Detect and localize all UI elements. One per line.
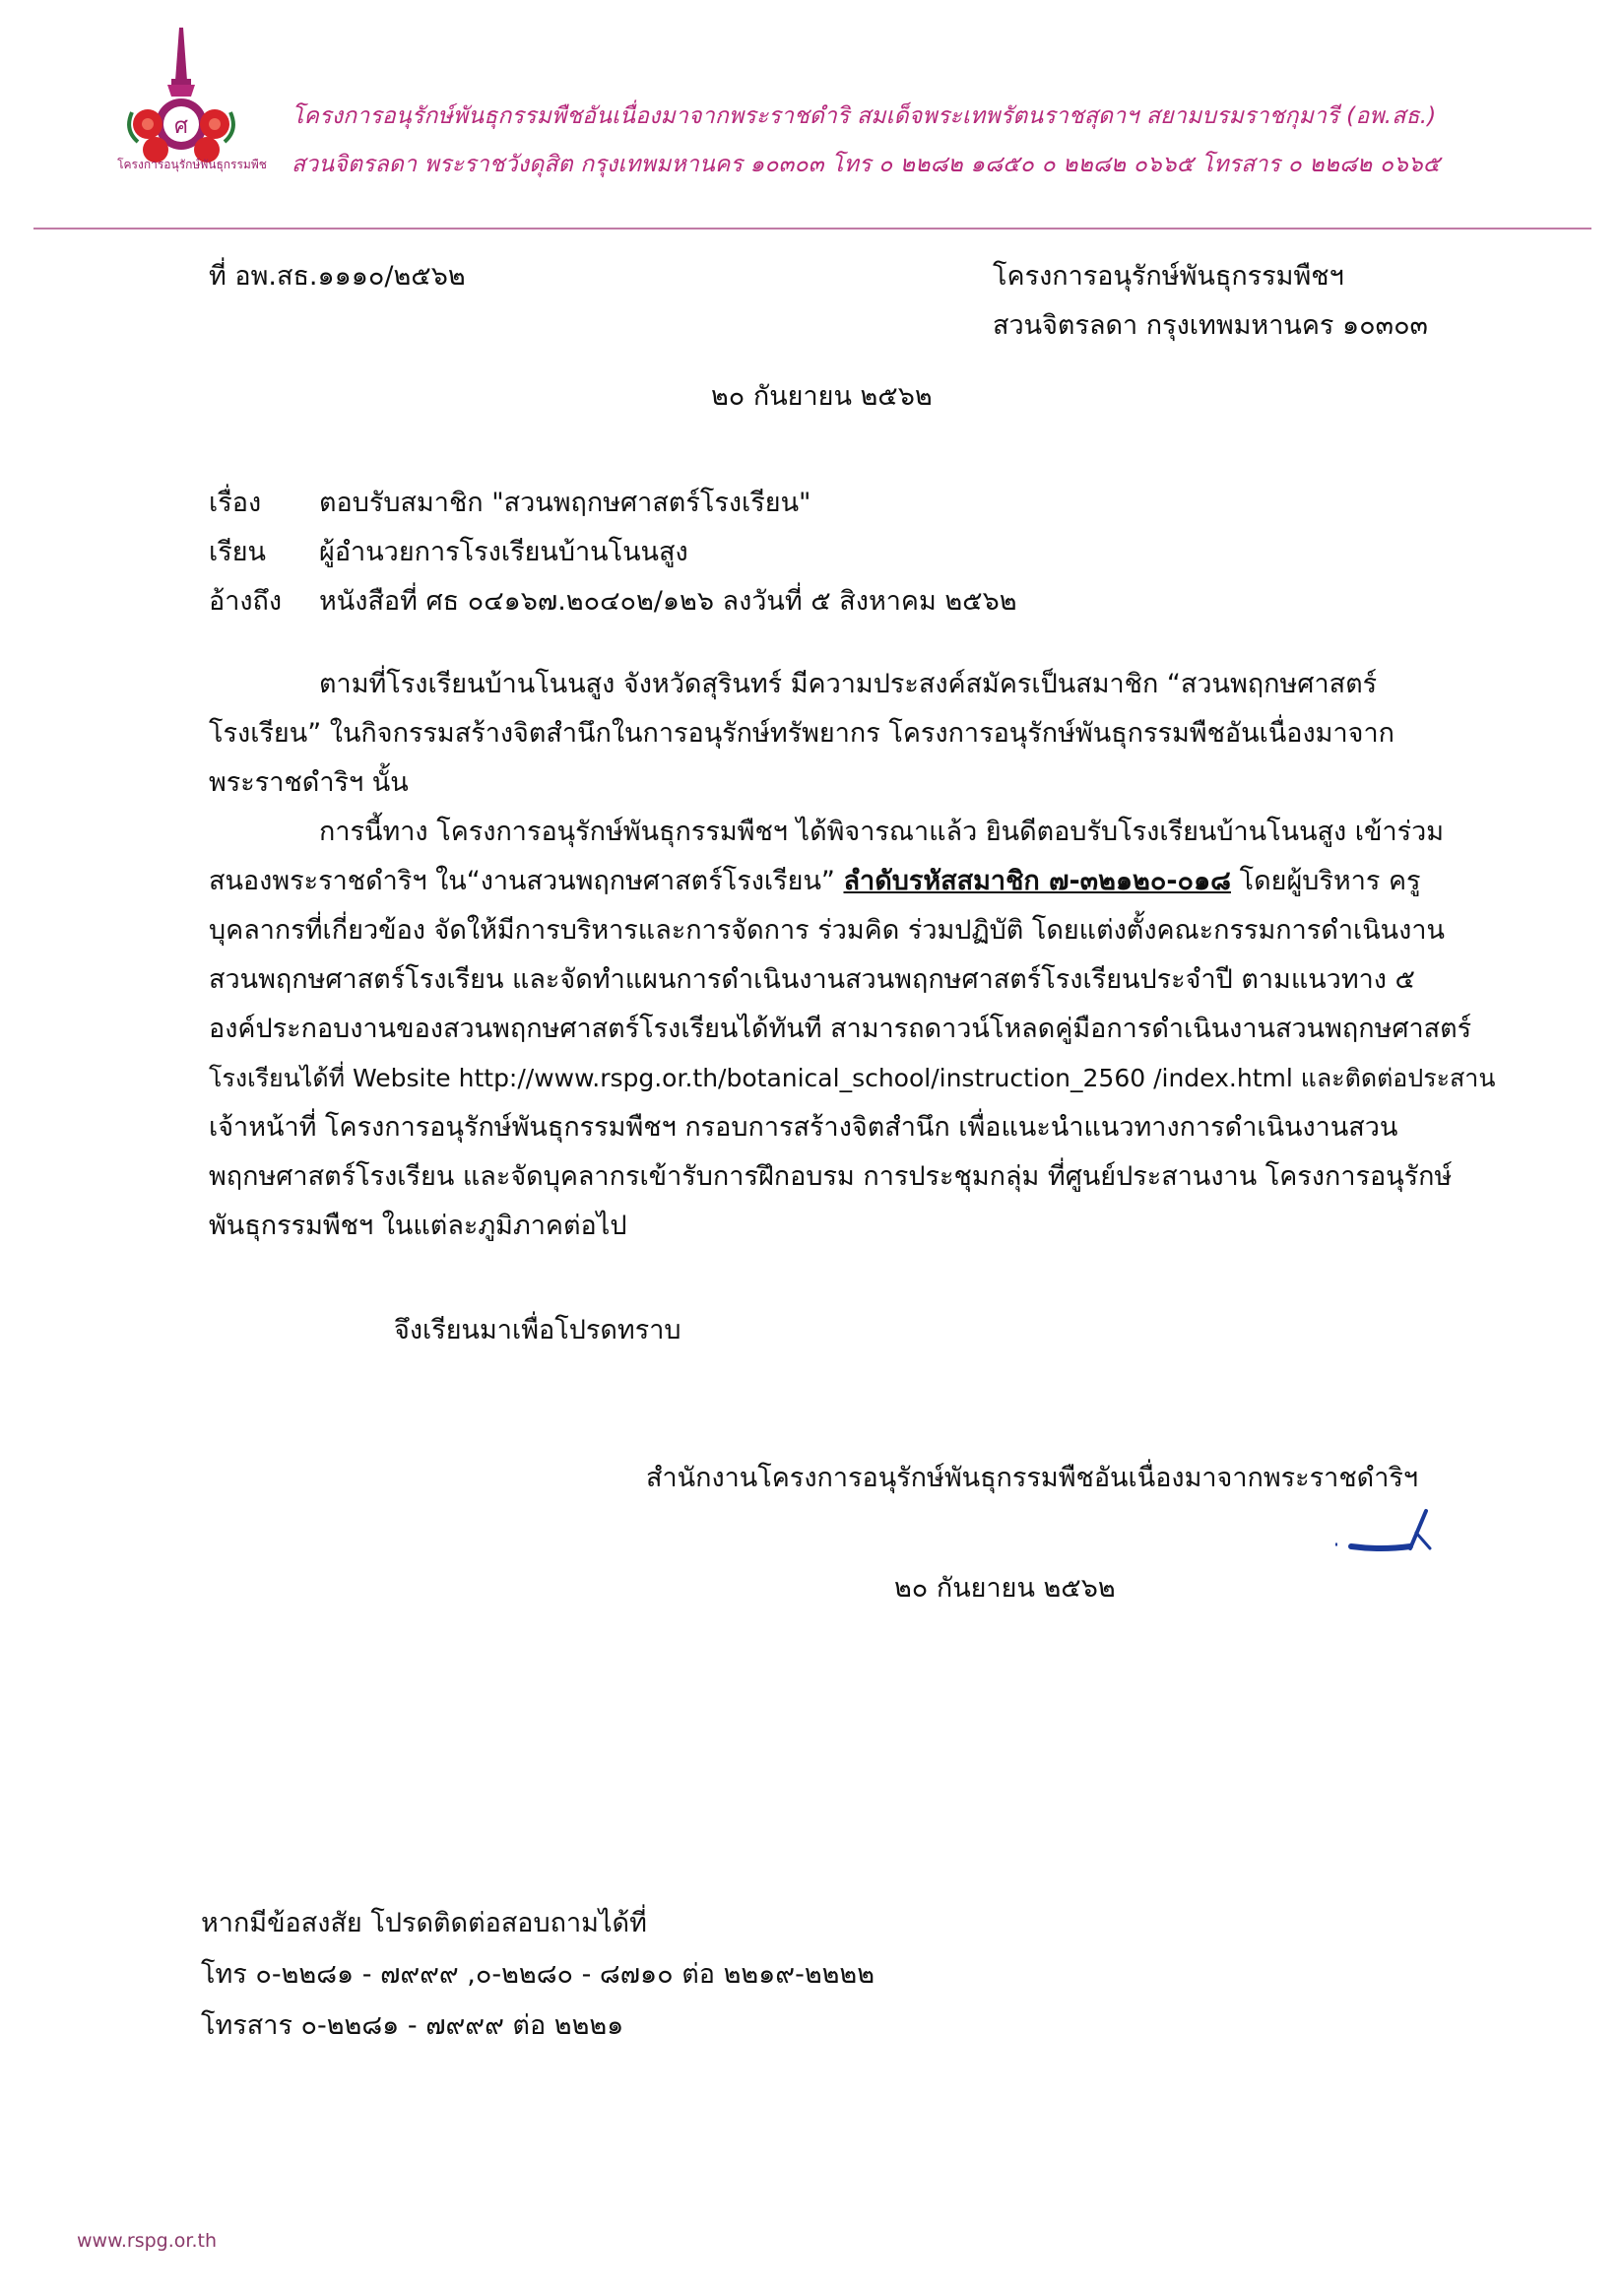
member-code: ลำดับรหัสสมาชิก ๗-๓๒๑๒๐-๐๑๘ [843, 866, 1231, 896]
reference-number: ที่ อพ.สธ.๑๑๑๐/๒๕๖๒ [209, 261, 466, 292]
logo-caption: โครงการอนุรักษ์พันธุกรรมพืช [117, 158, 267, 171]
paragraph-segment: โดยผู้บริหาร ครู [1239, 866, 1421, 896]
contact-phone: โทร ๐-๒๒๘๑ - ๗๙๙๙ ,๐-๒๒๘๐ - ๘๗๑๐ ต่อ ๒๒๑๙-๒๒๒๒ [201, 1959, 875, 1990]
paragraph-line: พระราชดำริฯ นั้น [209, 767, 409, 798]
signatory-office: สำนักงานโครงการอนุรักษ์พันธุกรรมพืชอันเนื่องมาจากพระราชดำริฯ [646, 1463, 1419, 1493]
to-text: ผู้อำนวยการโรงเรียนบ้านโนนสูง [319, 537, 688, 567]
paragraph-line: การนี้ทาง โครงการอนุรักษ์พันธุกรรมพืชฯ ได้พิจารณาแล้ว ยินดีตอบรับโรงเรียนบ้านโนนสูง เข้าร่วม [319, 817, 1445, 847]
reference-text: หนังสือที่ ศธ ๐๔๑๖๗.๒๐๔๐๒/๑๒๖ ลงวันที่ ๕ สิงหาคม ๒๕๖๒ [319, 586, 1017, 617]
contact-intro: หากมีข้อสงสัย โปรดติดต่อสอบถามได้ที่ [201, 1908, 647, 1938]
paragraph-line: ตามที่โรงเรียนบ้านโนนสูง จังหวัดสุรินทร์ มีความประสงค์สมัครเป็นสมาชิก “สวนพฤกษศาสตร์ [319, 669, 1378, 699]
contact-fax: โทรสาร ๐-๒๒๘๑ - ๗๙๙๙ ต่อ ๒๒๒๑ [201, 2010, 624, 2041]
sender-org: โครงการอนุรักษ์พันธุกรรมพืชฯ [993, 261, 1344, 292]
letterhead-divider [33, 228, 1591, 230]
svg-text:ศ: ศ [174, 114, 188, 139]
paragraph-line: โรงเรียน” ในกิจกรรมสร้างจิตสำนึกในการอนุรักษ์ทรัพยากร โครงการอนุรักษ์พันธุกรรมพืชอันเนื่องมาจาก [209, 718, 1394, 749]
reference-label: อ้างถึง [209, 586, 283, 617]
paragraph-line: บุคลากรที่เกี่ยวข้อง จัดให้มีการบริหารและการจัดการ ร่วมคิด ร่วมปฏิบัติ โดยแต่งตั้งคณะกรรมการดำเนินงาน [209, 915, 1445, 946]
body-paragraph-2 [209, 808, 1496, 1251]
paragraph-line-website: โรงเรียนได้ที่ Website http://www.rspg.or.th/botanical_school/instruction_2560 /index.html และติดต่อประสาน [209, 1064, 1496, 1092]
paragraph-line: พันธุกรรมพืชฯ ในแต่ละภูมิภาคต่อไป [209, 1211, 627, 1241]
paragraph-line-member-code [209, 857, 1430, 906]
letterhead-org: โครงการอนุรักษ์พันธุกรรมพืชอันเนื่องมาจากพระราชดำริ สมเด็จพระเทพรัตนราชสุดาฯ สยามบรมราชกุมารี (อพ.สธ.) [292, 103, 1437, 129]
body-paragraph-1 [209, 660, 1430, 808]
subject-text: ตอบรับสมาชิก "สวนพฤกษศาสตร์โรงเรียน" [319, 488, 811, 518]
rspg-logo [98, 22, 286, 179]
letterhead-address: สวนจิตรลดา พระราชวังดุสิต กรุงเทพมหานคร ๑๐๓๐๓ โทร ๐ ๒๒๘๒ ๑๘๕๐ ๐ ๒๒๘๒ ๐๖๖๕ โทรสาร ๐ ๒๒๘๒ ๐๖๖๕ [292, 152, 1441, 177]
paragraph-line: เจ้าหน้าที่ โครงการอนุรักษ์พันธุกรรมพืชฯ กรอบการสร้างจิตสำนึก เพื่อแนะนำแนวทางการดำเนินงานสวน [209, 1112, 1398, 1143]
closing-line: จึงเรียนมาเพื่อโปรดทราบ [394, 1315, 681, 1345]
signature-mark [1331, 1497, 1440, 1556]
to-label: เรียน [209, 537, 267, 567]
sender-address: สวนจิตรลดา กรุงเทพมหานคร ๑๐๓๐๓ [993, 310, 1429, 341]
signature-date: ๒๐ กันยายน ๒๕๖๒ [894, 1573, 1116, 1604]
paragraph-segment: สนองพระราชดำริฯ ใน“งานสวนพฤกษศาสตร์โรงเรียน” [209, 866, 835, 896]
paragraph-line: สวนพฤกษศาสตร์โรงเรียน และจัดทำแผนการดำเนินงานสวนพฤกษศาสตร์โรงเรียนประจำปี ตามแนวทาง ๕ [209, 964, 1415, 995]
paragraph-line: พฤกษศาสตร์โรงเรียน และจัดบุคลากรเข้ารับการฝึกอบรม การประชุมกลุ่ม ที่ศูนย์ประสานงาน โครงการอนุรักษ์ [209, 1161, 1453, 1192]
paragraph-line: องค์ประกอบงานของสวนพฤกษศาสตร์โรงเรียนได้ทันที สามารถดาวน์โหลดคู่มือการดำเนินงานสวนพฤกษศาสตร์ [209, 1014, 1472, 1044]
letter-date: ๒๐ กันยายน ๒๕๖๒ [711, 381, 933, 412]
footer-website: www.rspg.or.th [77, 2230, 218, 2252]
subject-label: เรื่อง [209, 488, 262, 518]
